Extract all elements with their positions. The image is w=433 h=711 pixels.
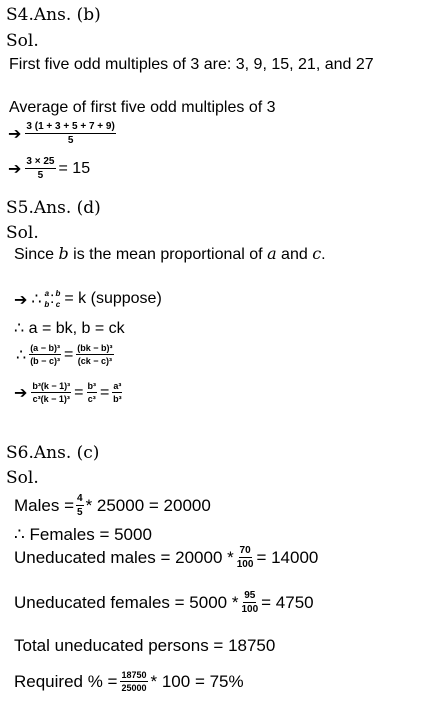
s5-line1-mid: is the mean proportional of — [68, 246, 268, 263]
s5-line1 — [14, 246, 326, 263]
s5-eq1-lhs-num: (a − b)³ — [30, 343, 60, 353]
s5-p-colon: : — [50, 290, 55, 307]
s6-um-frac — [237, 545, 254, 570]
s6-males-frac — [76, 493, 84, 518]
var-c: c — [312, 244, 322, 263]
s6-required — [14, 670, 244, 693]
s5-p-den-c: c — [55, 300, 61, 309]
therefore-icon: ∴ — [31, 291, 42, 308]
s5-eq2 — [14, 381, 122, 404]
s6-req-frac — [120, 670, 147, 693]
arrow-icon: ➔ — [8, 124, 22, 143]
s6-uf-den: 100 — [241, 604, 259, 615]
s5-heading: S5.Ans. (d) — [6, 198, 101, 218]
s5-eq2-b-num: b³ — [87, 381, 97, 391]
s6-req-num: 18750 — [121, 670, 147, 680]
s6-uf-frac — [241, 590, 258, 615]
arrow-icon: ➔ — [14, 383, 28, 402]
s5-line1-and: and — [276, 246, 313, 263]
s5-p-num-b: b — [55, 289, 61, 298]
var-a: a — [267, 244, 277, 263]
s5-p-num-a: a — [44, 289, 50, 298]
s5-line1-end: . — [321, 246, 326, 263]
s5-eq1 — [16, 343, 114, 366]
s5-p-den-b: b — [44, 300, 50, 309]
s6-uf-num: 95 — [244, 590, 256, 601]
s6-heading: S6.Ans. (c) — [6, 443, 100, 463]
s6-males-den: 5 — [77, 507, 83, 518]
s5-eq2-c-den: b³ — [113, 394, 122, 404]
s5-eq2-eq1: = — [74, 383, 84, 401]
s4-frac1 — [25, 121, 115, 146]
s5-eq1-lhs — [29, 343, 61, 366]
s6-req-post: * 100 = 75% — [150, 671, 244, 691]
s4-frac2 — [25, 156, 55, 181]
s6-uf-post: = 4750 — [261, 592, 314, 612]
s6-um-num: 70 — [239, 545, 251, 556]
s5-proportion — [14, 289, 162, 309]
arrow-icon: ➔ — [8, 159, 22, 178]
s4-sol: Sol. — [6, 31, 39, 51]
s4-frac1-den: 5 — [67, 135, 74, 146]
s6-males-post: * 25000 = 20000 — [85, 495, 211, 515]
s4-heading: S4.Ans. (b) — [6, 5, 101, 25]
s4-frac2-den: 5 — [37, 170, 44, 181]
s5-eq2-c-num: a³ — [113, 381, 122, 391]
s6-females: ∴ Females = 5000 — [14, 525, 152, 544]
s6-males — [14, 493, 211, 518]
s6-uneducated-males — [14, 545, 318, 570]
s5-eq2-eq2: = — [100, 383, 110, 401]
s5-eq2-b-den: c³ — [87, 394, 96, 404]
s4-line2: Average of first five odd multiples of 3 — [9, 99, 276, 116]
s6-males-pre: Males = — [14, 495, 74, 515]
s5-eq1-rhs-num: (bk − b)³ — [77, 343, 113, 353]
s6-um-den: 100 — [236, 559, 254, 570]
s5-eq2-b — [87, 381, 98, 404]
s5-a-bk: ∴ a = bk, b = ck — [14, 320, 125, 337]
s5-p-frac2 — [55, 289, 62, 309]
therefore-icon: ∴ — [16, 346, 27, 364]
s4-frac2-num: 3 × 25 — [26, 156, 55, 167]
s4-frac1-num: 3 (1 + 3 + 5 + 7 + 9) — [26, 121, 115, 132]
s4-line1: First five odd multiples of 3 are: 3, 9, 15, 21, and 27 — [9, 56, 374, 73]
s4-frac2-result: = 15 — [58, 159, 91, 177]
s5-eq2-a-num: b³(k − 1)³ — [32, 381, 71, 391]
s6-req-pre: Required % = — [14, 671, 118, 691]
s6-uf-pre: Uneducated females = 5000 * — [14, 592, 239, 612]
s5-eq2-a-den: c³(k − 1)³ — [32, 394, 70, 404]
s6-uneducated-females — [14, 590, 314, 615]
s5-eq2-c — [112, 381, 122, 404]
s5-eq2-a — [31, 381, 71, 404]
s5-p-result: = k (suppose) — [64, 290, 162, 307]
s5-eq1-lhs-den: (b − c)³ — [30, 356, 60, 366]
s5-eq1-eq: = — [63, 345, 74, 363]
s5-eq1-rhs — [76, 343, 113, 366]
s6-um-pre: Uneducated males = 20000 * — [14, 547, 234, 567]
arrow-icon: ➔ — [14, 289, 28, 309]
s6-total: Total uneducated persons = 18750 — [14, 636, 276, 655]
s6-req-den: 25000 — [121, 683, 147, 693]
s6-males-num: 4 — [77, 493, 83, 504]
s5-eq1-rhs-den: (ck − c)³ — [77, 356, 113, 366]
s6-sol: Sol. — [6, 468, 39, 488]
s4-step1 — [8, 121, 116, 146]
s6-um-post: = 14000 — [256, 547, 319, 567]
s5-sol: Sol. — [6, 223, 39, 243]
s5-line1-pre: Since — [14, 246, 59, 263]
s4-step2 — [8, 156, 90, 181]
var-b: b — [58, 244, 69, 263]
